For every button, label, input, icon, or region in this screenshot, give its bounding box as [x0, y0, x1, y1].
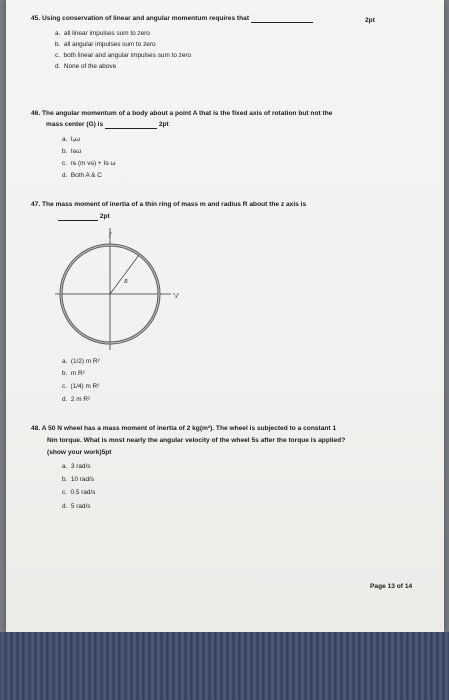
- q47-number: 47.: [31, 201, 41, 208]
- q48-option-d: d. 5 rad/s: [62, 503, 91, 510]
- q47-blank-line: [58, 213, 110, 221]
- q47-option-d: d. 2 m R²: [62, 396, 91, 403]
- q45-number: 45.: [31, 15, 41, 22]
- q47-option-c: c. (1/4) m R²: [62, 383, 100, 390]
- q45-answer-blank: [251, 22, 313, 23]
- y-axis-label: y: [109, 231, 112, 237]
- q46-answer-blank: [105, 128, 157, 129]
- q48-text: A 50 N wheel has a mass moment of inertia of 2 kg(m²). The wheel is subjected to a constant 1: [41, 425, 337, 432]
- page-number: Page 13 of 14: [370, 583, 413, 590]
- q47-answer-blank: [58, 220, 98, 221]
- q45-points: 2pt: [365, 17, 375, 24]
- q46-stem-line2: mass center (G) is 2pt: [46, 121, 169, 128]
- q46-option-c: c. rɢ (m vɢ) + Iɢ ω: [62, 160, 116, 167]
- x-axis-label: x: [175, 294, 178, 300]
- q45-option-a: a. all linear impulses sum to zero: [55, 30, 150, 37]
- q46-text: The angular momentum of a body about a point A that is the fixed axis of rotation but not the: [42, 110, 333, 117]
- q46-option-b: b. Iɢω: [62, 148, 82, 155]
- q45-option-c: c. both linear and angular impulses sum to zero: [55, 52, 192, 59]
- radius-line: [110, 255, 139, 294]
- q46-number: 46.: [31, 110, 41, 117]
- q45-option-b: b. all angular impulses sum to zero: [55, 41, 156, 48]
- q47-text: The mass moment of inertia of a thin ring of mass m and radius R about the z axis is: [42, 201, 307, 208]
- q47-option-a: a. (1/2) m R²: [62, 358, 100, 365]
- q48-number: 48.: [31, 425, 41, 432]
- q45-option-d: d. None of the above: [55, 63, 117, 70]
- thin-ring-figure: [55, 222, 190, 357]
- radius-label: R: [124, 279, 128, 285]
- q48-stem-line3: (show your work)5pt: [47, 449, 112, 456]
- q47-option-b: b. m R²: [62, 370, 85, 377]
- q48-option-c: c. 0.5 rad/s: [62, 489, 96, 496]
- desk-background: [0, 632, 449, 700]
- q46-option-a: a. Iₐω: [62, 136, 81, 143]
- q46-stem-line1: [31, 110, 332, 118]
- q48-stem-line2: Nm torque. What is most nearly the angular velocity of the wheel 5s after the torque is applied?: [47, 437, 346, 444]
- q48-option-a: a. 3 rad/s: [62, 463, 91, 470]
- q46-points: 2pt: [158, 121, 169, 128]
- q45-text: Using conservation of linear and angular momentum requires that: [42, 15, 250, 22]
- q48-stem-line1: [31, 425, 336, 433]
- q47-stem: [31, 201, 306, 209]
- q48-option-b: b. 10 rad/s: [62, 476, 94, 483]
- q47-points: 2pt: [99, 213, 110, 220]
- q46-option-d: d. Both A & C: [62, 172, 102, 179]
- q45-stem: [31, 15, 313, 23]
